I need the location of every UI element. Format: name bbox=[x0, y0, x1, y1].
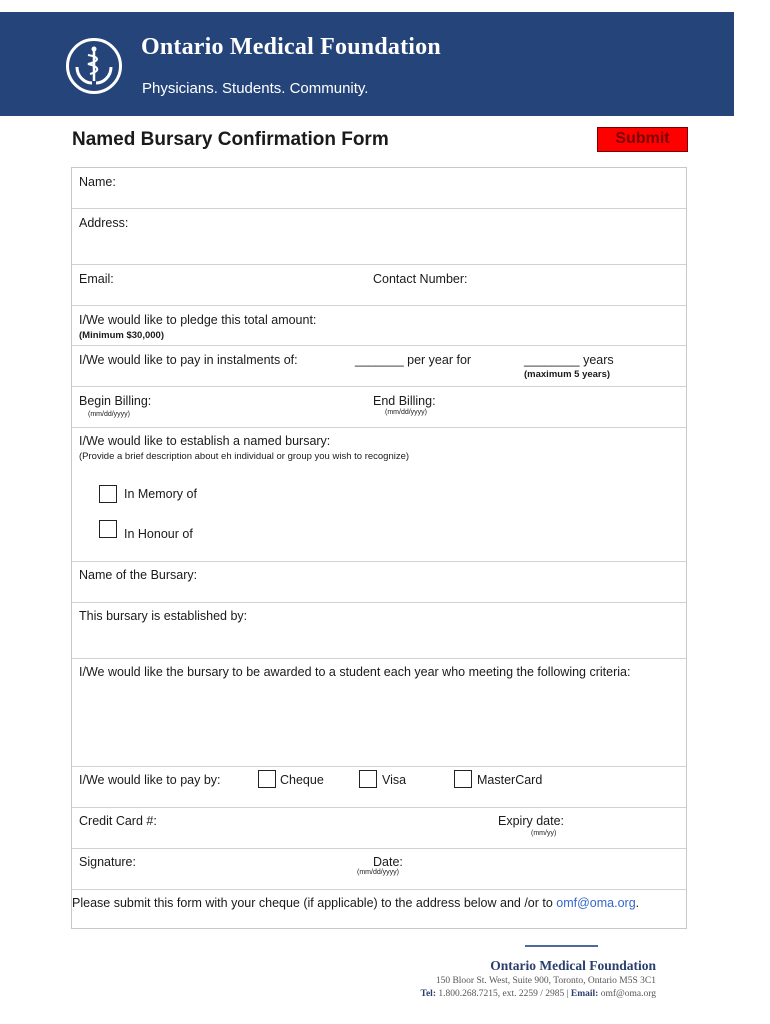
instalments-label: I/We would like to pay in instalments of: bbox=[79, 353, 298, 367]
submit-note-end: . bbox=[635, 896, 640, 910]
bursary-name-row[interactable] bbox=[72, 562, 686, 603]
signature-row[interactable] bbox=[72, 849, 686, 890]
per-year-label: _______ per year for bbox=[355, 353, 472, 367]
mastercard-checkbox[interactable] bbox=[454, 770, 472, 788]
cheque-label: Cheque bbox=[280, 773, 324, 787]
bursary-name-label: Name of the Bursary: bbox=[79, 568, 198, 582]
pledge-label: I/We would like to pledge this total amount: bbox=[79, 313, 317, 327]
date-format: (mm/dd/yyyy) bbox=[357, 869, 399, 876]
pledge-minimum: (Minimum $30,000) bbox=[79, 330, 164, 341]
instalments-row[interactable] bbox=[72, 346, 686, 387]
footer-address: 150 Bloor St. West, Suite 900, Toronto, Ontario M5S 3C1 bbox=[435, 976, 656, 986]
billing-row[interactable] bbox=[72, 387, 686, 428]
credit-card-row[interactable] bbox=[72, 808, 686, 849]
credit-card-label: Credit Card #: bbox=[79, 814, 157, 828]
payment-method-row bbox=[72, 767, 686, 808]
form-title: Named Bursary Confirmation Form bbox=[72, 129, 389, 150]
in-memory-checkbox[interactable] bbox=[99, 485, 117, 503]
footer-email-label: Email: bbox=[570, 989, 599, 999]
in-honour-checkbox[interactable] bbox=[99, 520, 117, 538]
cheque-checkbox[interactable] bbox=[258, 770, 276, 788]
establish-label: I/We would like to establish a named bursary: bbox=[79, 434, 331, 448]
footer-separator: | bbox=[566, 989, 569, 999]
footer-email[interactable]: omf@oma.org bbox=[600, 989, 656, 999]
name-label: Name: bbox=[79, 175, 116, 189]
omf-email-link[interactable]: omf@oma.org bbox=[556, 896, 636, 910]
caduceus-hands-icon bbox=[66, 38, 122, 94]
footer-org-name: Ontario Medical Foundation bbox=[490, 958, 656, 973]
years-label: ________ years bbox=[524, 353, 614, 367]
email-label: Email: bbox=[79, 272, 114, 286]
criteria-row[interactable] bbox=[72, 659, 686, 767]
visa-label: Visa bbox=[382, 773, 407, 787]
contact-number-label: Contact Number: bbox=[373, 272, 468, 286]
header-banner bbox=[0, 12, 734, 116]
org-name: Ontario Medical Foundation bbox=[141, 34, 441, 60]
end-billing-format: (mm/dd/yyyy) bbox=[385, 409, 427, 416]
address-label: Address: bbox=[79, 216, 129, 230]
footer-tel: 1.800.268.7215, ext. 2259 / 2985 bbox=[438, 989, 565, 999]
org-tagline: Physicians. Students. Community. bbox=[142, 80, 369, 97]
begin-billing-format: (mm/dd/yyyy) bbox=[88, 411, 130, 418]
established-by-row[interactable] bbox=[72, 603, 686, 659]
establish-description: (Provide a brief description about eh individual or group you wish to recognize) bbox=[79, 451, 410, 462]
date-label: Date: bbox=[373, 855, 403, 869]
submit-note-row bbox=[72, 890, 686, 928]
established-by-label: This bursary is established by: bbox=[79, 609, 248, 623]
signature-label: Signature: bbox=[79, 855, 136, 869]
submit-button[interactable]: Submit bbox=[597, 127, 688, 152]
pay-by-label: I/We would like to pay by: bbox=[79, 773, 221, 787]
expiry-format: (mm/yy) bbox=[531, 830, 557, 837]
max-years-note: (maximum 5 years) bbox=[524, 369, 611, 380]
submit-note bbox=[72, 896, 639, 910]
footer-divider bbox=[525, 945, 598, 947]
name-row[interactable] bbox=[72, 168, 686, 209]
criteria-label: I/We would like the bursary to be awarded to a student each year who meeting the following criteria: bbox=[79, 665, 631, 679]
address-row[interactable] bbox=[72, 209, 686, 265]
begin-billing-label: Begin Billing: bbox=[79, 394, 152, 408]
expiry-date-label: Expiry date: bbox=[498, 814, 565, 828]
pledge-row[interactable] bbox=[72, 306, 686, 346]
end-billing-label: End Billing: bbox=[373, 394, 436, 408]
email-contact-row[interactable] bbox=[72, 265, 686, 306]
visa-checkbox[interactable] bbox=[359, 770, 377, 788]
in-honour-label: In Honour of bbox=[124, 527, 193, 541]
bursary-form bbox=[71, 167, 687, 929]
footer-contact bbox=[421, 989, 657, 999]
footer-tel-label: Tel: bbox=[420, 989, 436, 999]
mastercard-label: MasterCard bbox=[477, 773, 543, 787]
establish-row bbox=[72, 428, 686, 562]
in-memory-label: In Memory of bbox=[124, 487, 197, 501]
submit-note-text: Please submit this form with your cheque (if applicable) to the address below and /or to bbox=[72, 896, 557, 910]
